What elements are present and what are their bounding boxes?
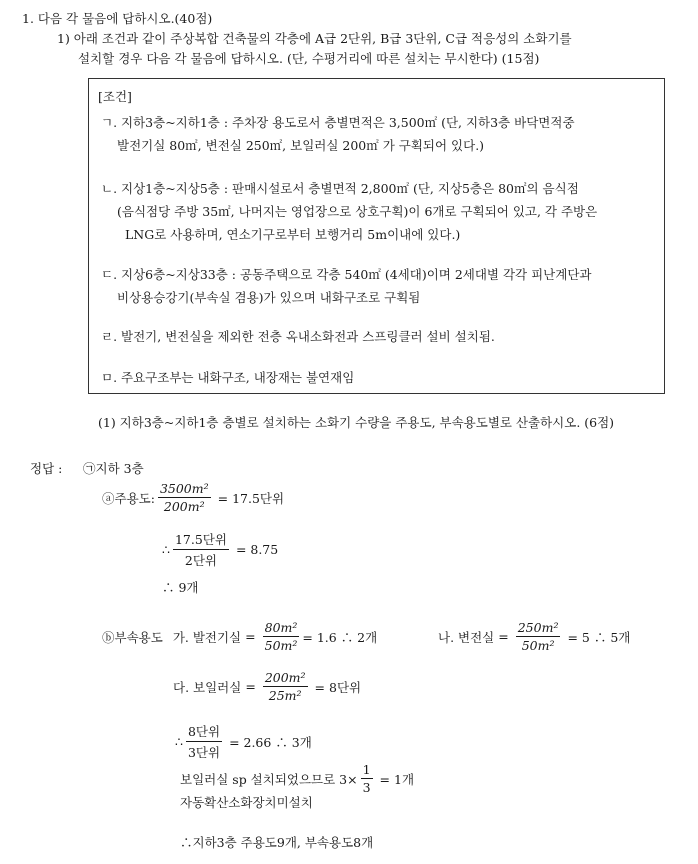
sprinkler-result: = 1개 — [379, 771, 415, 787]
question-sub1-line1: 1) 아래 조건과 같이 주상복합 건축물의 각층에 A급 2단위, B급 3단위, C급 적응성의 소화기를 — [57, 31, 572, 46]
transformer-room-denominator: 50m² — [521, 638, 555, 653]
boiler-div-fraction — [186, 722, 222, 761]
sprinkler-denominator: 3 — [362, 780, 371, 795]
answer-label: 정답 : — [30, 461, 63, 476]
boiler-room-calc — [173, 670, 365, 703]
main-div-denominator: 2단위 — [184, 553, 217, 568]
generator-room-numerator: 80m² — [264, 620, 298, 635]
main-div-calc — [162, 530, 282, 569]
main-use-denominator: 200m² — [163, 499, 205, 514]
question-title: 1. 다음 각 물음에 답하시오.(40점) — [22, 11, 213, 26]
transformer-room-numerator: 250m² — [517, 620, 559, 635]
condition-m-line1: ㅁ. 주요구조부는 내화구조, 내장재는 불연재임 — [101, 370, 355, 385]
boiler-div-numerator: 8단위 — [186, 722, 222, 742]
main-use-numerator: 3500m² — [159, 481, 209, 496]
sprinkler-fraction — [361, 762, 373, 795]
main-div-result: = 8.75 — [235, 542, 279, 557]
main-div-numerator: 17.5단위 — [173, 530, 229, 550]
condition-n-line3: LNG로 사용하며, 연소기구로부터 보행거리 5m이내에 있다.) — [125, 227, 461, 242]
answer-floor: ㉠지하 3층 — [83, 461, 144, 476]
generator-room-label: 가. 발전기실 — [172, 629, 242, 645]
boiler-room-numerator: 200m² — [264, 670, 306, 685]
sprinkler-text: 보일러실 sp 설치되었으므로 3× — [180, 771, 358, 787]
boiler-room-fraction — [263, 670, 308, 703]
condition-g-line1: ㄱ. 지하3층~지하1층 : 주차장 용도로서 층별면적은 3,500㎡ (단, 지하3층 바닥면적중 — [101, 115, 575, 130]
generator-room-result: = 1.6 ∴ 2개 — [302, 629, 378, 645]
boiler-div-result: = 2.66 ∴ 3개 — [229, 734, 312, 750]
transformer-room-calc — [438, 620, 634, 653]
main-use-result: = 17.5단위 — [217, 490, 285, 506]
conditions-header: [조건] — [98, 89, 132, 104]
boiler-div-calc — [175, 722, 316, 761]
transformer-room-result: = 5 ∴ 5개 — [567, 629, 631, 645]
question-sub1-line2: 설치할 경우 다음 각 물음에 답하시오. (단, 수평거리에 따른 설치는 무시한다) (15점) — [78, 51, 540, 66]
main-use-label: ⓐ주용도: — [102, 490, 155, 506]
conditions-box — [88, 78, 665, 394]
condition-r-line1: ㄹ. 발전기, 변전실을 제외한 전층 옥내소화전과 스프링클러 설비 설치됨. — [101, 329, 495, 344]
sub-question: (1) 지하3층~지하1층 층별로 설치하는 소화기 수량을 주용도, 부속용도별로 산출하시오. (6점) — [98, 415, 615, 430]
therefore-sign: ∴ — [162, 542, 170, 557]
therefore-sign: ∴ — [175, 734, 183, 749]
condition-n-line1: ㄴ. 지상1층~지상5층 : 판매시설로서 층별면적 2,800㎡ (단, 지상5층은 80㎡의 음식점 — [101, 181, 579, 196]
final-answer: ∴지하3층 주용도9개, 부속용도8개 — [180, 835, 374, 850]
boiler-room-label: 다. 보일러실 — [173, 679, 242, 695]
transformer-room-label: 나. 변전실 — [438, 629, 495, 645]
main-use-calc — [102, 481, 288, 514]
sprinkler-numerator: 1 — [362, 762, 371, 777]
equals-sign: = — [245, 679, 256, 694]
generator-room-fraction — [263, 620, 300, 653]
sprinkler-calc — [180, 762, 418, 795]
condition-g-line2: 발전기실 80㎡, 변전실 250㎡, 보일러실 200㎡ 가 구획되어 있다.) — [117, 138, 485, 153]
condition-n-line2: (음식점당 주방 35㎡, 나머지는 영업장으로 상호구획)이 6개로 구획되어 있고, 각 주방은 — [117, 204, 598, 219]
auto-extinguisher-note: 자동확산소화장치미설치 — [180, 795, 313, 810]
main-use-fraction — [158, 481, 211, 514]
boiler-room-result: = 8단위 — [314, 679, 362, 695]
equals-sign: = — [245, 629, 256, 644]
transformer-room-fraction — [516, 620, 561, 653]
main-div-fraction — [173, 530, 229, 569]
sub-use-label: ⓑ부속용도 — [102, 629, 163, 645]
boiler-div-denominator: 3단위 — [187, 745, 221, 760]
condition-d-line1: ㄷ. 지상6층~지상33층 : 공동주택으로 각층 540㎡ (4세대)이며 2세대별 각각 피난계단과 — [101, 267, 592, 282]
main-therefore: ∴ 9개 — [162, 580, 199, 595]
condition-d-line2: 비상용승강기(부속실 겸용)가 있으며 내화구조로 구획됨 — [117, 290, 421, 305]
generator-room-calc — [102, 620, 377, 653]
equals-sign: = — [498, 629, 509, 644]
generator-room-denominator: 50m² — [264, 638, 298, 653]
boiler-room-denominator: 25m² — [268, 688, 302, 703]
